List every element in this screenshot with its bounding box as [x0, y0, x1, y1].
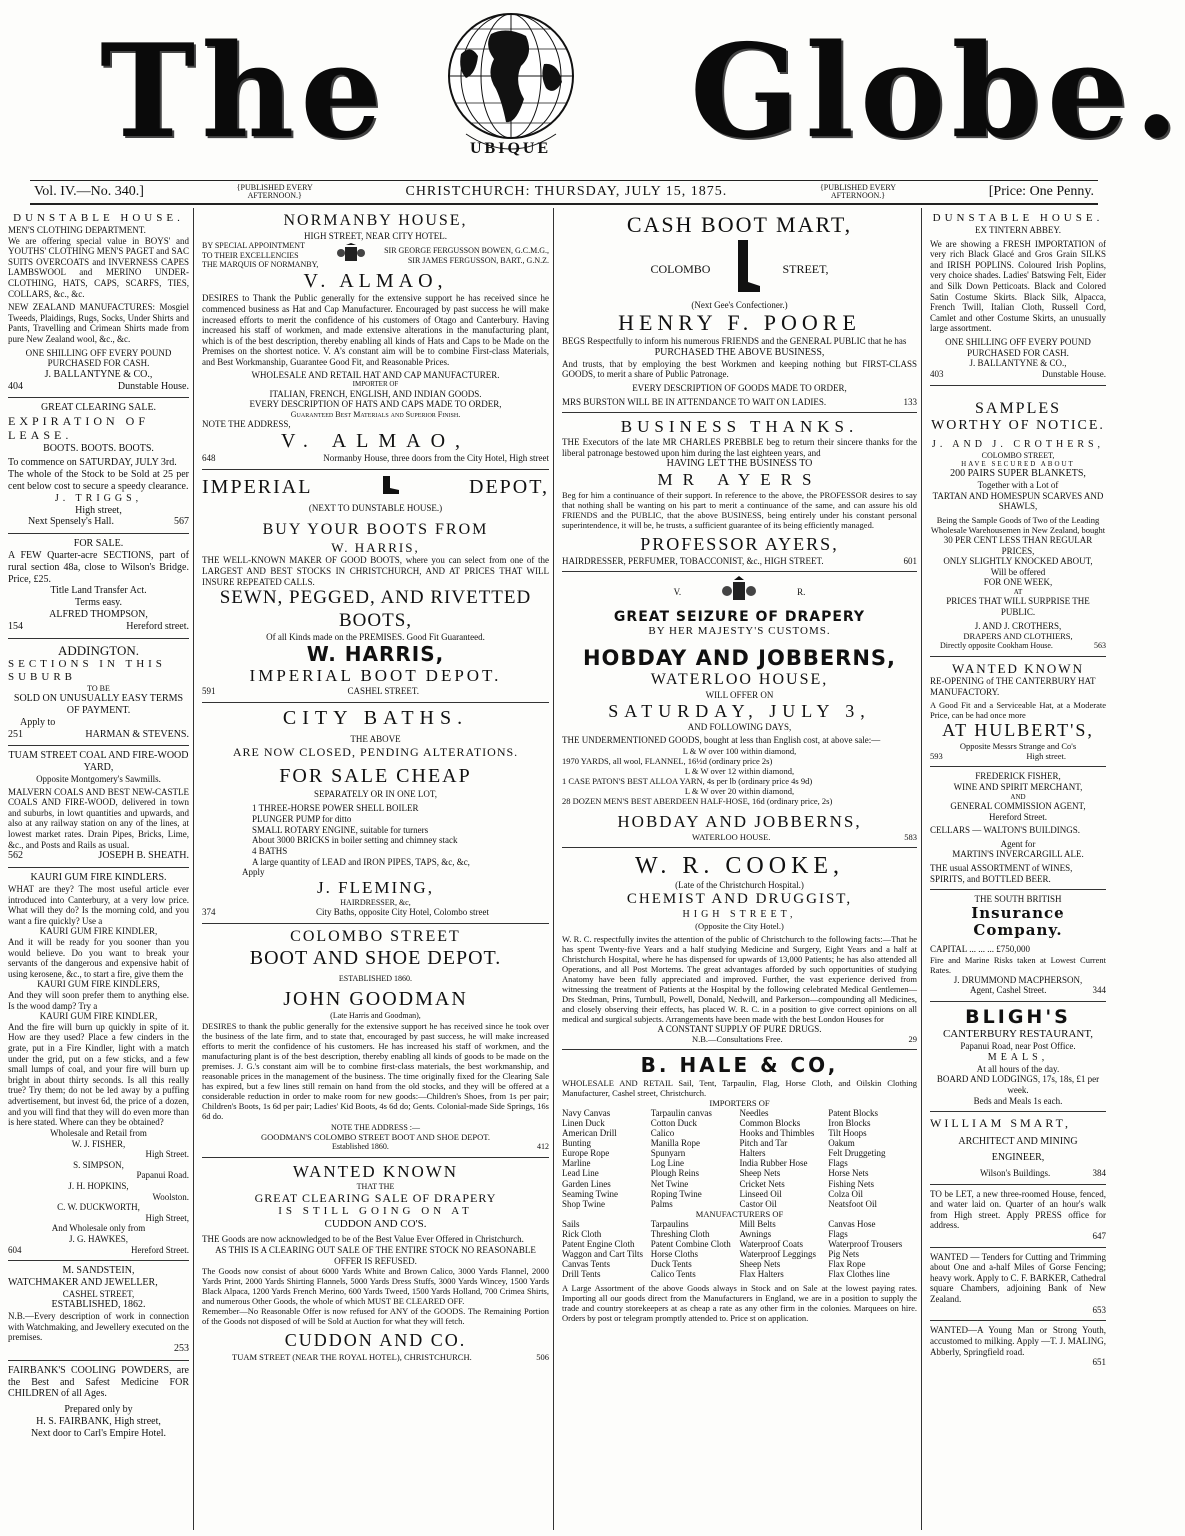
ad-city-baths: CITY BATHS. THE ABOVE ARE NOW CLOSED, PENDING ALTERATIONS. FOR SALE CHEAP SEPARATELY OR IN ONE LOT, 1 THREE-HORSE POWER SHELL BOILER PLUNGER PUMP for ditto SMALL ROTARY ENGINE, suitable for turners About 3000 BRICKS in boiler setting and chimney stack 4 BATHS A large quantity of LEAD and IRON PIPES, TAPS, &c, &c, Apply J. FLEMING, HAIRDRESSER, &c, 374 City Baths, opposite City Hotel, Colombo street	[202, 703, 549, 924]
city-date: CHRISTCHURCH: THURSDAY, JULY 15, 1875.	[405, 184, 728, 199]
ad-imperial-depot: IMPERIAL DEPOT, (NEXT TO DUNSTABLE HOUSE.) BUY YOUR BOOTS FROM W. HARRIS, THE WELL-KNOWN MAKER OF GOOD BOOTS, where you can select from one of the LARGEST AND BEST STOCKS IN CHRISTCHURCH, AND AT PRICES THAT WILL INSURE REPEATED CALLS. SEWN, PEGGED, AND RIVETTED BOOTS, Of all Kinds made on the PREMISES. Good Fit Guaranteed. W. HARRIS, IMPERIAL BOOT DEPOT. 591 CASHEL STREET.	[202, 470, 549, 703]
ad-hobday-jobberns: V. R. GREAT SEIZURE OF DRAPERY BY HER MAJESTY'S CUSTOMS. HOBDAY AND JOBBERNS, WATERLOO HOUSE, WILL OFFER ON SATURDAY, JULY 3, AND FOLLOWING DAYS, THE UNDERMENTIONED GOODS, bought at less than English cost, at above sale:— L & W over 100 within diamond, 1970 YARDS, all wool, FLANNEL, 16½d (ordinary price 2s) L & W over 12 within diamond, 1 CASE PATON'S BEST ALLOA YARN, 4s per lb (ordinary price 4s 9d) L & W over 20 within diamond, 28 DOZEN MEN'S BEST ABERDEEN HALF-HOSE, 16d (ordinary price, 2s) HOBDAY AND JOBBERNS, WATERLOO HOUSE. 583	[562, 572, 917, 848]
ad-tenders-gorse: WANTED — Tenders for Cutting and Trimming about One and a-half Miles of Gorse Fencing; heavy work. Apply to C. F. BARKER, Cathedral square Chambers, adjoining Bank of New Zealand. 653	[930, 1248, 1106, 1322]
baths-items-list: 1 THREE-HORSE POWER SHELL BOILER PLUNGER PUMP for ditto SMALL ROTARY ENGINE, suitable for turners About 3000 BRICKS in boiler setting and chimney stack 4 BATHS A large quantity of LEAD and IRON PIPES, TAPS, &c, &c,	[252, 803, 470, 867]
dateline	[30, 180, 1098, 205]
ad-coal-yard: TUAM STREET COAL AND FIRE-WOOD YARD, Opposite Montgomery's Sawmills. MALVERN COALS AND BEST NEW-CASTLE COALS AND FIRE-WOOD, delivered in town and suburbs, in lowt quantities and upwards, and also at any railway station on any of the lines, at lowest market rates. Drain Pipes, Bricks, Lime, &c., and Posts and Rails as usual. 562 JOSEPH B. SHEATH.	[8, 746, 189, 868]
ad-south-british-insurance: THE SOUTH BRITISH Insurance Company. CAPITAL ... ... ... £750,000 Fire and Marine Risks taken at Lowest Current Rates. J. DRUMMOND MACPHERSON, Agent, Cashel Street. 344	[930, 890, 1106, 1002]
ad-fisher: FREDERICK FISHER, WINE AND SPIRIT MERCHANT, AND GENERAL COMMISSION AGENT, Hereford Street. CELLARS — WALTON'S BUILDINGS. Agent for MARTIN'S INVERCARGILL ALE. THE usual ASSORTMENT of WINES, SPIRITS, and BOTTLED BEER.	[930, 767, 1106, 890]
ad-for-sale-sections: FOR SALE. A FEW Quarter-acre SECTIONS, part of rural section 48a, close to Wilson's Bridge. Price, £25. Title Land Transfer Act. Terms easy. ALFRED THOMPSON, 154 Hereford street.	[8, 534, 189, 638]
ad-blighs-restaurant: BLIGH'S CANTERBURY RESTAURANT, Papanui Road, near Post Office. MEALS, At all hours of the day. BOARD AND LODGINGS, 17s, 18s, £1 per week. Beds and Meals 1s each.	[930, 1002, 1106, 1112]
ad-cuddon: WANTED KNOWN THAT THE GREAT CLEARING SALE OF DRAPERY IS STILL GOING ON AT CUDDON AND CO'S. THE Goods are now acknowledged to be of the Best Value Ever Offered in Christchurch. AS THIS IS A CLEARING OUT SALE OF THE ENTIRE STOCK NO REASONABLE OFFER IS REFUSED. The Goods now consist of about 6000 Yards White and Brown Calico, 3000 Yards Flannel, 2000 Yards Print, 2000 Yards Shirting Flannels, 5000 Yards Dress Stuffs, 3000 Yards Wincey, 1500 Yards Black Alpaca, 1200 Yards French Merino, 600 Yards Tweed, 1500 Yards Holland, 700 Crimea Shirts, and numerous Other Goods, the whole of which MUST BE CLEARED OFF. Remember—No Reasonable Offer is now refused for ANY of the GOODS. The Remaining Portion of the Goods not disposed of will be Sold at Auction for what they will fetch. CUDDON AND CO. TUAM STREET (NEAR THE ROYAL HOTEL), CHRISTCHURCH. 506	[202, 1161, 549, 1362]
ad-hulbert: WANTED KNOWN RE-OPENING of THE CANTERBURY HAT MANUFACTORY. A Good Fit and a Serviceable Hat, at a Moderate Price, can be had once more AT HULBERT'S, Opposite Messrs Strange and Co's 593 High street.	[930, 657, 1106, 768]
masthead-motto: UBIQUE	[470, 140, 552, 157]
column-3	[558, 208, 922, 1530]
ad-kauri-kindlers: KAURI GUM FIRE KINDLERS. WHAT are they? The most useful article ever introduced into Canterbury, at a very low price. What will they do? Is the morning cold, and you want a fire quickly? Use a KAURI GUM FIRE KINDLER, And it will be ready for you sooner than you would believe. Do you want to break your servants of the dangerous and expensive habit of using kerosene, &c., to start a fire, give them the KAURI GUM FIRE KINDLERS, And they will soon prefer them to anything else. Is the wood damp? Try a KAURI GUM FIRE KINDLER, And the fire will burn up quickly in spite of it. How are they used? Place a few cinders in the grate, put in a Fire Kindler, light with a match under the grid, put on a few sticks, and a few small lumps of coal, and your fire will burn up bright in about thirty seconds. Is all this really true? Try them; do not be led away by a puffing advertisement, but invest 6d, the price of a dozen, and you will find that they will do even more than is here stated. Where can they be obtained? Wholesale and Retail from W. J. FISHER, High Street. S. SIMPSON, Papanui Road. J. H. HOPKINS, Woolston. C. W. DUCKWORTH, High Street, And Wholesale only from J. G. HAWKES, 604 Hereford Street.	[8, 868, 189, 1261]
masthead-title-left: The	[100, 17, 388, 167]
masthead-title-right: Globe.	[690, 17, 1185, 167]
column-2	[198, 208, 554, 1530]
ad-colombo-boot-depot: COLOMBO STREET BOOT AND SHOE DEPOT. ESTABLISHED 1860. JOHN GOODMAN (Late Harris and Goodman), DESIRES to thank the public generally for the extensive support he has received since he took over the business of the late firm, and to state that, encouraged by past success, he will make increased efforts to merit the confidence of his customers. He has increased his staff of workmen, and the manufacturing plant is of the best description, thereby enabling all kinds of goods to be made on the premises. J. G.'s constant aim will be to combine first-class materials, the best workmanship, and reasonable prices in the management of the business. The time originally fixed for the Clearing Sale has expired, but a few lines still remain on hand from the old stocks, and they will be offered at a considerable reduction in order to make room for new goods:—Children's Shoes, from 1s per pair; Children's Boots, 1s 6d per pair; Ladies' Kid Boots, 4s 6d do; Gents. Colonial-made Side Springs, 16s 6d do. NOTE THE ADDRESS :— GOODMAN'S COLOMBO STREET BOOT AND SHOE DEPOT. Established 1860. 412	[202, 924, 549, 1158]
royal-arms-icon	[336, 243, 366, 267]
ad-normanby-house: NORMANBY HOUSE, HIGH STREET, NEAR CITY HOTEL. BY SPECIAL APPOINTMENT TO THEIR EXCELLENCIES THE MARQUIS OF NORMANBY, SIR GEORGE FERGUSSON BOWEN, G.C.M.G., SIR JAMES FERGUSSON, BART., G.N.Z. V. ALMAO, DESIRES to Thank the Public generally for the extensive support he has received since he commenced business as Hat and Cap Manufacturer. Encouraged by past success he will make increased efforts to merit the confidence of his customers of Otago and Canterbury. Having increased his staff of workmen, and made extensive alterations in the manufacturing plant, which is of the best description, thereby enabling all kinds of Hats and Caps to be Made on the Premises on the shortest notice. V. A's constant aim will be to combine First-class Materials, and Best Workmanship, Guarantee Good Fit, and Reasonable Prices. WHOLESALE AND RETAIL HAT AND CAP MANUFACTURER. IMPORTER OF ITALIAN, FRENCH, ENGLISH, AND INDIAN GOODS. EVERY DESCRIPTION OF HATS AND CAPS MADE TO ORDER, Guaranteed Best Materials and Superior Finish. NOTE THE ADDRESS, V. ALMAO, 648 Normanby House, three doors from the City Hotel, High street	[202, 208, 549, 470]
column-4	[926, 208, 1106, 1530]
ad-hale-co: B. HALE & CO, WHOLESALE AND RETAIL Sail, Tent, Tarpaulin, Flag, Horse Cloth, and Oilskin Clothing Manufacturer, Cashel street, Christchurch. IMPORTERS OF Navy Canvas Linen Duck American Drill Bunting Europe Rope Marline Lead Line Garden Lines Seaming Twine Shop Twine Tarpaulin canvas Cotton Duck Calico Manilla Rope Spunyarn Log Line Plough Reins Net Twine Roping Twine Palms Needles Common Blocks Hooks and Thimbles Pitch and Tar Halters India Rubber Hose Sheep Nets Cricket Nets Linseed Oil Castor Oil Patent Blocks Iron Blocks Tilt Hoops Oakum Felt Druggeting Flags Horse Nets Fishing Nets Colza Oil Neatsfoot Oil MANUFACTURERS OF Sails Rick Cloth Patent Engine Cloth Waggon and Cart Tilts Canvas Tents Drill Tents Tarpaulins Threshing Cloth Patent Combine Cloth Horse Cloths Duck Tents Calico Tents Mill Belts Awnings Waterproof Coats Waterproof Leggings Sheep Nets Flax Halters Canvas Hose Flags Waterproof Trousers Pig Nets Flax Rope Flax Clothes line A Large Assortment of the above Goods always in Stock and on Sale at the lowest paying rates. Importing all our goods direct from the Manufacturers in England, we are in a position to supply the trade and country storekeepers at as cheap a rate as any other firm in the colonies. Marquees on hire. Orders by post or telegram promptly attended to. Price st on application.	[562, 1053, 917, 1324]
boot-icon	[379, 474, 403, 503]
hale-imports-list: Navy Canvas Linen Duck American Drill Bunting Europe Rope Marline Lead Line Garden Lines Seaming Twine Shop Twine Tarpaulin canvas Cotton Duck Calico Manilla Rope Spunyarn Log Line Plough Reins Net Twine Roping Twine Palms Needles Common Blocks Hooks and Thimbles Pitch and Tar Halters India Rubber Hose Sheep Nets Cricket Nets Linseed Oil Castor Oil Patent Blocks Iron Blocks Tilt Hoops Oakum Felt Druggeting Flags Horse Nets Fishing Nets Colza Oil Neatsfoot Oil	[562, 1107, 886, 1209]
ad-sandstein: M. SANDSTEIN, WATCHMAKER AND JEWELLER, CASHEL STREET, ESTABLISHED, 1862. N.B.—Every description of work in connection with Watchmaking, and Jewellery executed on the premises. 253	[8, 1261, 189, 1361]
ad-cash-boot-mart: CASH BOOT MART, COLOMBO STREET, (Next Gee's Confectioner.) HENRY F. POORE BEGS Respectfully to inform his numerous FRIENDS and the GENERAL PUBLIC that he has PURCHASED THE ABOVE BUSINESS, And trusts, that by employing the best Workmen and keeping nothing but FIRST-CLASS GOODS, to merit a share of Public Patronage. EVERY DESCRIPTION OF GOODS MADE TO ORDER, MRS BURSTON WILL BE IN ATTENDANCE TO WAIT ON LADIES. 133	[562, 208, 917, 413]
masthead	[0, 0, 1185, 178]
ad-crothers-samples: SAMPLES WORTHY OF NOTICE. J. AND J. CROTHERS, COLOMBO STREET, HAVE SECURED ABOUT 200 PAIRS SUPER BLANKETS, Together with a Lot of TARTAN AND HOMESPUN SCARVES AND SHAWLS, Being the Sample Goods of Two of the Leading Wholesale Warehousemen in New Zealand, bought 30 PER CENT LESS THAN REGULAR PRICES, ONLY SLIGHTLY KNOCKED ABOUT, Will be offered FOR ONE WEEK, AT PRICES THAT WILL SURPRISE THE PUBLIC. J. AND J. CROTHERS, DRAPERS AND CLOTHIERS, Directly opposite Cookham House. 563	[930, 386, 1106, 657]
hale-manufactures-list: Sails Rick Cloth Patent Engine Cloth Waggon and Cart Tilts Canvas Tents Drill Tents Tarpaulins Threshing Cloth Patent Combine Cloth Horse Cloths Duck Tents Calico Tents Mill Belts Awnings Waterproof Coats Waterproof Leggings Sheep Nets Flax Halters Canvas Hose Flags Waterproof Trousers Pig Nets Flax Rope Flax Clothes line	[562, 1218, 903, 1280]
ad-dunstable-tintern: DUNSTABLE HOUSE. EX TINTERN ABBEY. We are showing a FRESH IMPORTATION of very rich Black Glacé and Gros Grain SILKS and IRISH POPLINS. Coloured Irish Poplins, very choice shades. Ladies' Batswing Felt, Eider and Silk Down Petticoats. Black and Colored Satin Costume Skirts. Black Silk, Alpacca, French Twill, Italian Cloth, Russell Cord, Camlet and other Costume Skirts, an unusually large assortment. ONE SHILLING OFF EVERY POUND PURCHASED FOR CASH. J. BALLANTYNE & CO., 403 Dunstable House.	[930, 208, 1106, 386]
ad-wanted-youth: WANTED—A Young Man or Strong Youth, accustomed to milking. Apply —T. J. MALING, Abberly, Springfield road. 651	[930, 1325, 1106, 1368]
royal-arms-icon	[721, 576, 757, 609]
ad-business-thanks: BUSINESS THANKS. THE Executors of the late MR CHARLES PREBBLE beg to return their sincere thanks for the liberal patronage bestowed upon him during the last eighteen years, and HAVING LET THE BUSINESS TO MR AYERS Beg for him a continuance of their support. In reference to the above, the PROFESSOR desires to say that nothing shall be wanting on his part to merit a continuance of the same, and can assure his old FRIENDS and the PUBLIC, that the above BUSINESS, being entirely under his constant personal superintendence, it will be, he trusts, a sufficient guarantee of its being efficiently managed. PROFESSOR AYERS, HAIRDRESSER, PERFUMER, TOBACCONIST, &c., HIGH STREET. 601	[562, 413, 917, 572]
volume-number: Vol. IV.—No. 340.]	[34, 184, 144, 199]
ad-house-to-let: TO be LET, a new three-roomed House, fenced, and water laid on. Quarter of an hour's walk from High street. Apply PRESS office for address. 647	[930, 1185, 1106, 1248]
published-note-left: {PUBLISHED EVERY AFTERNOON.}	[236, 183, 313, 200]
boot-icon	[730, 238, 762, 300]
ad-dunstable-mens: DUNSTABLE HOUSE. MEN'S CLOTHING DEPARTMENT. We are offering special value in BOYS' and YOUTHS' CLOTHING MEN'S PAGET and SAC SUITS OVERCOATS and INVERNESS CAPES LAMBSWOOL and MERINO UNDER-CLOTHING, HATS, CAPS, SCARFS, TIES, COLLARS, &c., &c. NEW ZEALAND MANUFACTURES: Mosgiel Tweeds, Plaidings, Rugs, Socks, Under Shirts and Pants, Travelling and Crimean Shirts made from pure New Zealand wool, &c., &c. ONE SHILLING OFF EVERY POUND PURCHASED FOR CASH. J. BALLANTYNE & CO., 404 Dunstable House.	[8, 208, 189, 398]
ad-cooke-chemist: W. R. COOKE, (Late of the Christchurch Hospital.) CHEMIST AND DRUGGIST, HIGH STREET, (Opposite the City Hotel.) W. R. C. respectfully invites the attention of the public of Christchurch to the following facts:—That he has spent Twenty-five Years and a half studying Medicine and Surgery, Eight Years and a half at Christchurch Hospital, where he has dispensed for upwards of 13,000 Patients; he has also attended all Operations, and all Post Mortems. The great advantages afforded by such opportunities of studying Anatomy have been fully appreciated and improved. Further, the vast experience derived from witnessing the treatment of Patients at the Hospital by the following celebrated Medical Gentlemen—Drs Stedman, Prins, Turnbull, Powell, Donald, Nedwill, and Parkerson—compounding all Medicines, and closely observing their effects, has placed W. R. C. in a position to give correct opinions on all medical and surgical subjects. Arrangements have been made with the best London Houses for A CONSTANT SUPPLY OF PURE DRUGS. N.B.—Consultations Free. 29	[562, 848, 917, 1050]
ad-william-smart: WILLIAM SMART, ARCHITECT AND MINING ENGINEER, Wilson's Buildings. 384	[930, 1112, 1106, 1184]
price: [Price: One Penny.	[988, 184, 1094, 199]
column-1	[8, 208, 194, 1530]
ad-addington: ADDINGTON. SECTIONS IN THIS SUBURB TO BE SOLD ON UNUSUALLY EASY TERMS OF PAYMENT. Apply to 251 HARMAN & STEVENS.	[8, 639, 189, 747]
published-note-right: {PUBLISHED EVERY AFTERNOON.}	[819, 183, 897, 200]
ad-fairbank: FAIRBANK'S COOLING POWDERS, are the Best and Safest Medicine FOR CHILDREN of all Ages. Prepared only by H. S. FAIRBANK, High street, Next door to Carl's Empire Hotel.	[8, 1364, 189, 1439]
ad-clearing-sale: GREAT CLEARING SALE. EXPIRATION OF LEASE. BOOTS. BOOTS. BOOTS. To commence on SATURDAY, JULY 3rd. The whole of the Stock to be Sold at 25 per cent below cost to secure a speedy clearance. J. TRIGGS, High street, Next Spensely's Hall. 567	[8, 398, 189, 534]
